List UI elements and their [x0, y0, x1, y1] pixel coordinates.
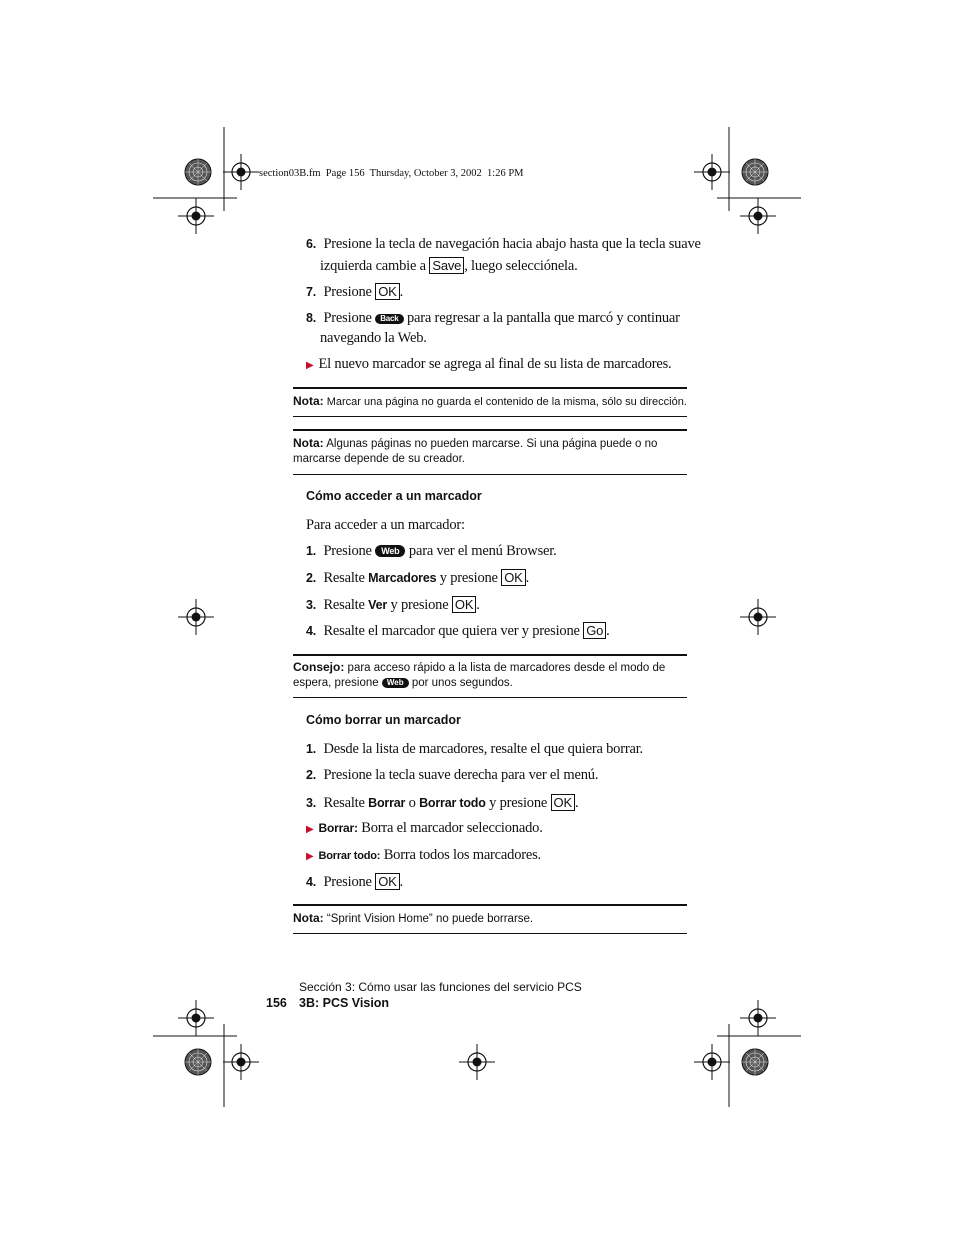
step-text: y presione — [439, 570, 498, 586]
bullet-text: El nuevo marcador se agrega al final de su lista de marcadores. — [318, 356, 672, 372]
step-7: 7. Presione OK . — [306, 284, 404, 300]
step-8-line-1 — [306, 310, 680, 327]
step-1 — [306, 741, 643, 758]
step-text: Presione la tecla suave derecha para ver el menú. — [323, 767, 599, 783]
tip-label: Consejo: — [293, 660, 345, 674]
step-number: 6. — [306, 237, 317, 251]
step-number: 1. — [306, 544, 317, 558]
step-2 — [306, 767, 598, 784]
note-text: Marcar una página no guarda el contenido de la misma, sólo su dirección. — [326, 396, 687, 408]
ok-key: OK — [551, 794, 575, 811]
web-key-icon: Web — [382, 678, 409, 688]
step-text: para regresar a la pantalla que marcó y continuar — [406, 310, 680, 326]
bullet-triangle-icon: ▶ — [306, 360, 314, 371]
section-heading: Cómo borrar un marcador — [306, 713, 461, 727]
step-text: Presione — [323, 543, 372, 559]
note-text: marcarse depende de su creador. — [293, 453, 465, 465]
save-key: Save — [429, 257, 464, 274]
bullet-triangle-icon: ▶ — [306, 824, 314, 835]
step-4: 4. Resalte el marcador que quiera ver y presione Go . — [306, 623, 610, 639]
tip — [293, 660, 687, 691]
bullet-triangle-icon: ▶ — [306, 851, 314, 862]
step-number: 4. — [306, 624, 317, 638]
note-2 — [293, 436, 687, 467]
back-key-icon: Back — [375, 314, 403, 324]
ok-key: OK — [501, 569, 525, 586]
step-text: , luego selecciónela. — [464, 258, 578, 274]
step-1 — [306, 543, 557, 560]
step-text: Presione — [323, 874, 372, 890]
note-rule-top — [293, 387, 687, 389]
step-8-line-2: navegando la Web. — [320, 330, 427, 346]
ok-key: OK — [375, 873, 399, 890]
web-key-icon: Web — [375, 545, 405, 557]
tip-text: por unos segundos. — [411, 677, 513, 689]
step-text: Presione — [323, 310, 372, 326]
note-rule-bottom — [293, 474, 687, 475]
step-text: Presione la tecla de navegación hacia abajo hasta que la tecla suave — [323, 236, 701, 252]
note-text: Algunas páginas no pueden marcarse. Si una página puede o no — [326, 438, 658, 450]
menu-keyword: Marcadores — [368, 571, 437, 585]
step-text: Resalte — [323, 795, 365, 811]
bullet-text: Borra todos los marcadores. — [383, 847, 541, 863]
go-key: Go — [583, 622, 606, 639]
step-number: 3. — [306, 598, 317, 612]
note-rule-top — [293, 429, 687, 431]
menu-keyword: Borrar: — [318, 821, 358, 835]
menu-keyword: Borrar — [368, 796, 406, 810]
bullet-text: Borra el marcador seleccionado. — [361, 820, 543, 836]
bullet-borrar — [306, 820, 543, 837]
header-slug: section03B.fm Page 156 Thursday, October 3, 2002 1:26 PM — [259, 168, 524, 179]
step-number: 1. — [306, 742, 317, 756]
ok-key: OK — [375, 283, 399, 300]
bullet-result — [306, 356, 671, 373]
step-text: Resalte — [323, 597, 365, 613]
step-text: izquierda cambie a — [320, 258, 426, 274]
note-label: Nota: — [293, 394, 324, 408]
note-1 — [293, 394, 687, 410]
step-3: 3. Resalte Ver y presione OK . — [306, 597, 480, 613]
tip-rule-top — [293, 654, 687, 656]
note-rule-bottom — [293, 933, 687, 934]
step-number: 3. — [306, 796, 317, 810]
step-6-line-2 — [320, 257, 578, 275]
section-heading: Cómo acceder a un marcador — [306, 489, 482, 503]
step-text: y presione — [489, 795, 548, 811]
footer-section: Sección 3: Cómo usar las funciones del servicio PCS — [299, 980, 582, 994]
step-number: 2. — [306, 571, 317, 585]
step-number: 8. — [306, 311, 317, 325]
step-text: o — [408, 795, 416, 811]
tip-text: espera, presione — [293, 677, 379, 689]
menu-keyword: Borrar todo — [419, 796, 486, 810]
note-label: Nota: — [293, 436, 324, 450]
step-text: y presione — [390, 597, 449, 613]
step-number: 4. — [306, 875, 317, 889]
note-rule-top — [293, 904, 687, 906]
note-3 — [293, 911, 687, 927]
note-rule-bottom — [293, 416, 687, 417]
step-6-line-1 — [306, 236, 701, 253]
step-text: para ver el menú Browser. — [408, 543, 557, 559]
tip-text: para acceso rápido a la lista de marcadores desde el modo de — [347, 662, 666, 674]
step-text: Resalte — [323, 570, 365, 586]
section-intro: Para acceder a un marcador: — [306, 517, 465, 533]
footer-page-number: 156 — [266, 996, 287, 1010]
footer-chapter: 3B: PCS Vision — [299, 996, 390, 1010]
menu-keyword: Ver — [368, 598, 388, 612]
step-4: 4. Presione OK . — [306, 874, 404, 890]
note-text: “Sprint Vision Home” no puede borrarse. — [326, 913, 534, 925]
ok-key: OK — [452, 596, 476, 613]
step-number: 2. — [306, 768, 317, 782]
bullet-borrar-todo — [306, 847, 541, 864]
menu-keyword: Borrar todo: — [318, 850, 381, 862]
step-3: 3. Resalte Borrar o Borrar todo y presione OK . — [306, 795, 579, 811]
step-text: Desde la lista de marcadores, resalte el que quiera borrar. — [323, 741, 643, 757]
tip-rule-bottom — [293, 697, 687, 698]
step-text: Presione — [323, 284, 372, 300]
step-number: 7. — [306, 285, 317, 299]
step-2: 2. Resalte Marcadores y presione OK . — [306, 570, 530, 586]
note-label: Nota: — [293, 911, 324, 925]
step-text: Resalte el marcador que quiera ver y presione — [323, 623, 580, 639]
